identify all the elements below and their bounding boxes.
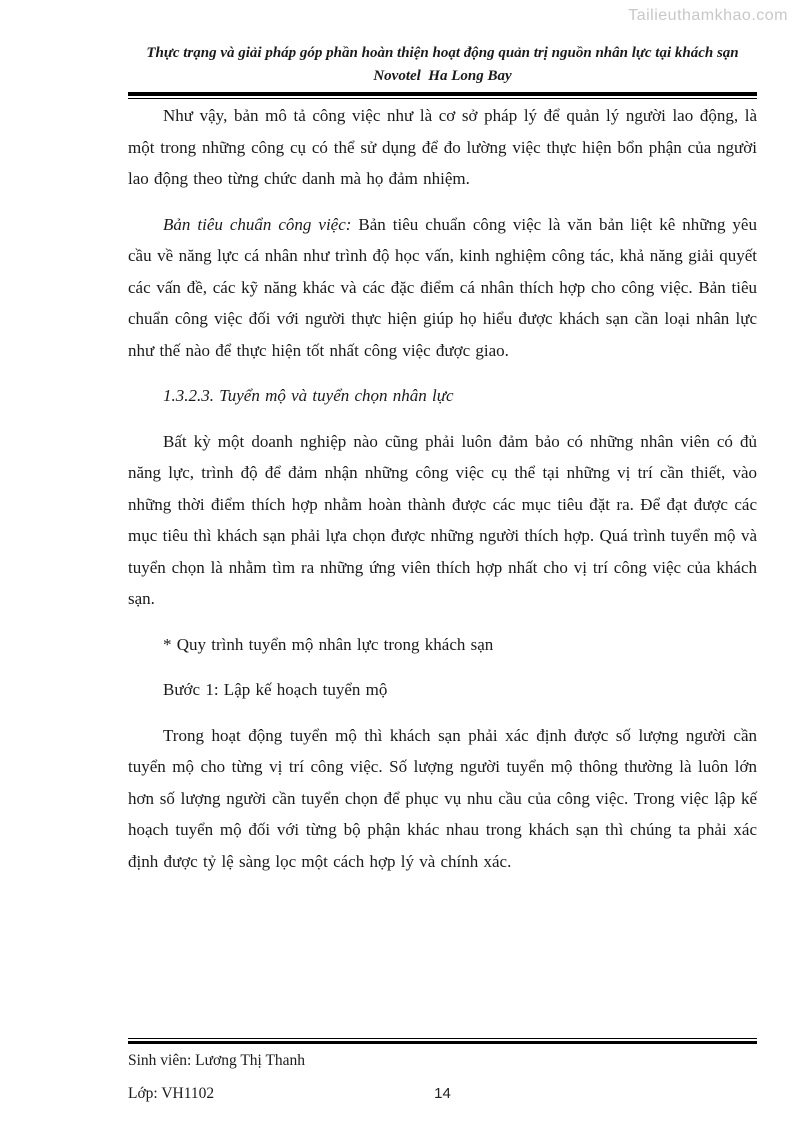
line-recruitment-process-title: * Quy trình tuyển mộ nhân lực trong khách sạn	[163, 634, 494, 654]
page-footer	[128, 1038, 757, 1104]
job-standard-text: Bản tiêu chuẩn công việc là văn bản liệt kê những yêu cầu về năng lực cá nhân như trình độ học vấn, kinh nghiệm công tác, khả năng giải quyết các vấn đề, các kỹ năng khác và các đặc điểm cá nhân thích hợp cho công việc. Bản tiêu chuẩn công việc đối với người thực hiện giúp họ hiểu được khách sạn cần loại nhân lực như thế nào để thực hiện tốt nhất công việc được giao.	[128, 214, 757, 360]
footer-rule-thin	[128, 1038, 757, 1039]
header-title-line2: Novotel Ha Long Bay	[373, 68, 512, 84]
footer-class-row	[128, 1084, 757, 1104]
job-standard-lead-italic: Bản tiêu chuẩn công việc:	[163, 214, 352, 234]
page-number: 14	[434, 1085, 451, 1102]
header-title-line1: Thực trạng và giải pháp góp phần hoàn thiện hoạt động quản trị nguồn nhân lực tại khách sạn	[146, 45, 739, 61]
paragraph-step-1-detail: Trong hoạt động tuyển mộ thì khách sạn phải xác định được số lượng người cần tuyển mộ cho từng vị trí công việc. Số lượng người tuyển mộ thông thường là luôn lớn hơn số lượng người cần tuyển chọn để phục vụ nhu cầu của công việc. Trong việc lập kế hoạch tuyển mộ đối với từng bộ phận khác nhau trong khách sạn thì chúng ta phải xác định được tỷ lệ sàng lọc một cách hợp lý và chính xác.	[128, 725, 757, 871]
header-rule-thick	[128, 92, 757, 96]
document-body	[128, 100, 757, 891]
paragraph-job-standard	[128, 209, 757, 367]
paragraph-job-description-conclusion: Như vậy, bản mô tả công việc như là cơ sở pháp lý để quản lý người lao động, là một trong những công cụ có thể sử dụng để đo lường việc thực hiện bổn phận của người lao động theo từng chức danh mà họ đảm nhiệm.	[128, 106, 757, 188]
footer-class-label: Lớp: VH1102	[128, 1085, 215, 1102]
footer-student-name: Sinh viên: Lương Thị Thanh	[128, 1052, 306, 1069]
header-rule-thin	[128, 98, 757, 99]
line-step-1-title: Bước 1: Lập kế hoạch tuyển mộ	[163, 680, 388, 699]
section-heading-1-3-2-3: 1.3.2.3. Tuyển mộ và tuyển chọn nhân lực	[163, 386, 454, 405]
watermark-text: Tailieuthamkhao.com	[628, 7, 788, 24]
footer-rule-thick	[128, 1041, 757, 1044]
paragraph-recruitment-intro: Bất kỳ một doanh nghiệp nào cũng phải luôn đảm bảo có những nhân viên có đủ năng lực, trình độ để đảm nhận những công việc cụ thể tại những vị trí cần thiết, vào những thời điểm thích hợp nhằm hoàn thành được các mục tiêu đặt ra. Để đạt được các mục tiêu thì khách sạn phải lựa chọn được những người thích hợp. Quá trình tuyển mộ và tuyển chọn là nhằm tìm ra những ứng viên thích hợp nhất cho vị trí công việc của khách sạn.	[128, 431, 757, 608]
page-header	[128, 42, 757, 99]
